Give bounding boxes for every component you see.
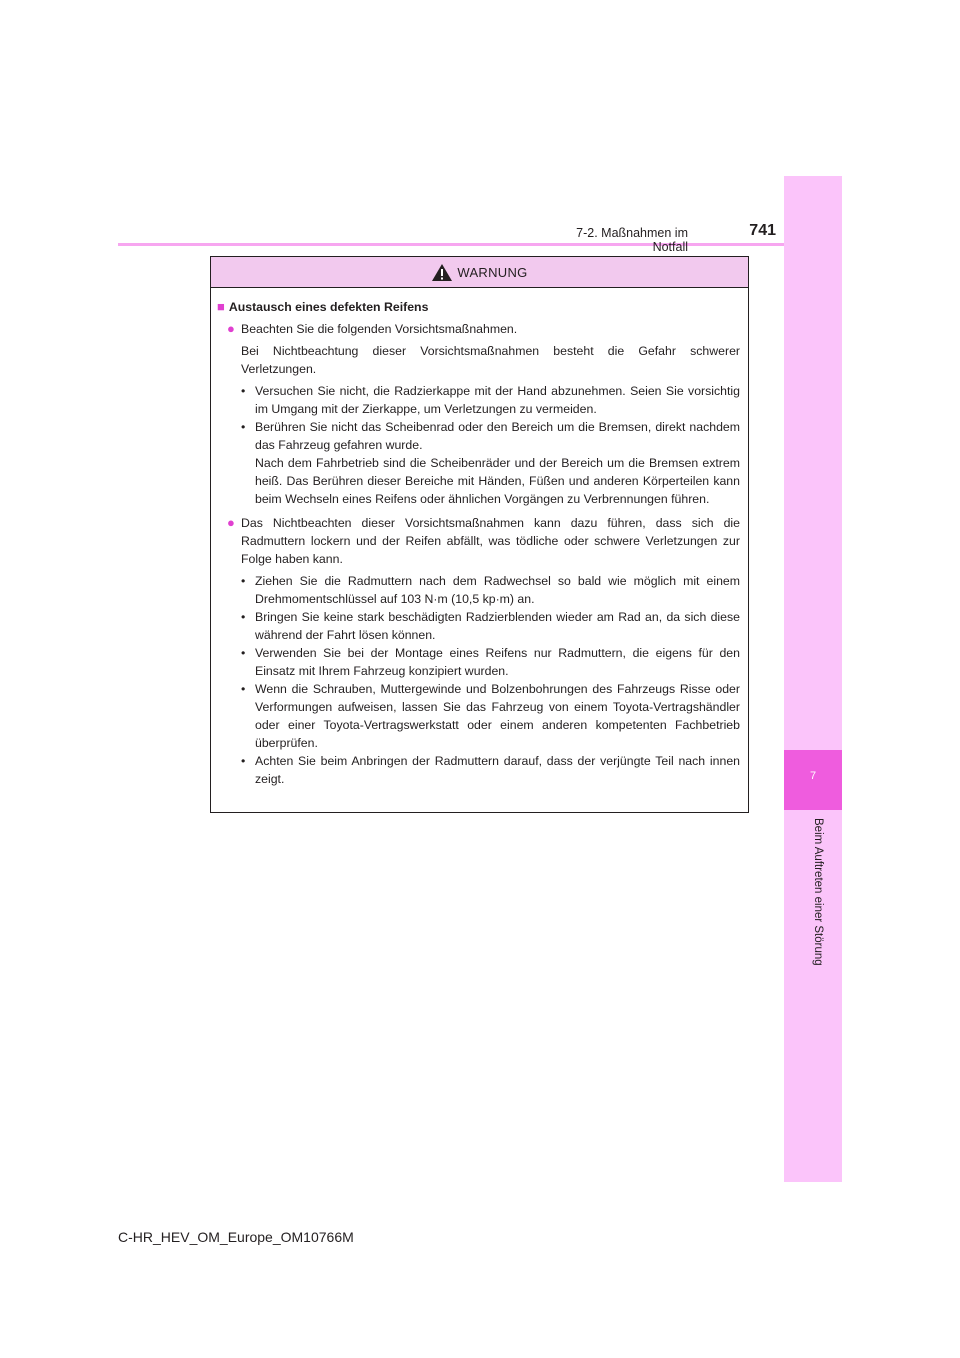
point-text: Beachten Sie die folgenden Vorsichtsmaßnahmen. (241, 322, 518, 336)
list-item (241, 680, 740, 752)
list-item-text: Ziehen Sie die Radmuttern nach dem Radwechsel so bald wie möglich mit einem Drehmomentschlüssel auf 103 N·m (10,5 kp·m) an. (255, 574, 740, 606)
chapter-number: 7 (809, 770, 817, 782)
bullet-mark: • (241, 384, 246, 398)
sub-list (217, 572, 740, 788)
list-item (241, 418, 740, 454)
warning-body (211, 288, 748, 788)
document-code: C-HR_HEV_OM_Europe_OM10766M (118, 1229, 354, 1245)
list-item-text: Achten Sie beim Anbringen der Radmuttern darauf, dass der verjüngte Teil nach innen zeigt. (255, 754, 740, 786)
point-text: Das Nichtbeachten dieser Vorsichtsmaßnahmen kann dazu führen, dass sich die Radmuttern lockern und der Reifen abfällt, was tödliche oder schwere Verletzungen zur Folge haben kann. (241, 516, 740, 566)
warning-box (210, 256, 749, 813)
list-item-continuation (241, 454, 740, 508)
chapter-side-tab (784, 176, 842, 1182)
list-item (241, 644, 740, 680)
section-title: 7-2. Maßnahmen im Notfall (576, 226, 688, 254)
bullet-mark: • (241, 646, 246, 660)
list-item-text: Berühren Sie nicht das Scheibenrad oder den Bereich um die Bremsen, direkt nachdem das Fahrzeug gefahren wurde. (255, 420, 740, 452)
warning-header (211, 257, 748, 288)
sub-list (217, 382, 740, 508)
circle-bullet-icon: ● (227, 515, 235, 530)
list-item-text: Bringen Sie keine stark beschädigten Radzierblenden wieder am Rad an, da sich diese während der Fahrt lösen können. (255, 610, 740, 642)
header-rule (118, 243, 842, 246)
list-item (241, 608, 740, 644)
circle-bullet-icon: ● (227, 321, 235, 336)
list-item-text: Verwenden Sie bei der Montage eines Reifens nur Radmuttern, die eigens für den Einsatz mit Ihrem Fahrzeug konzipiert wurden. (255, 646, 740, 678)
square-bullet-icon: ■ (217, 299, 225, 314)
topic-title: Austausch eines defekten Reifens (228, 300, 429, 314)
topic-heading (217, 298, 740, 316)
bullet-mark: • (241, 610, 246, 624)
warning-point (217, 320, 740, 338)
bullet-mark: • (241, 574, 246, 588)
page-number: 741 (749, 222, 776, 239)
bullet-mark: • (241, 754, 246, 768)
list-item (241, 572, 740, 608)
list-item (241, 382, 740, 418)
list-item-text: Nach dem Fahrbetrieb sind die Scheibenräder und der Bereich um die Bremsen extrem heiß. Das Berühren dieser Bereiche mit Händen, Füßen und anderen Körperteilen kann beim Wechseln eines Reifens oder ähnlichen Vorgängen zu Verbrennungen führen. (255, 456, 740, 506)
chapter-title: Beim Auftreten einer Störung (812, 818, 824, 966)
point-paragraph: Bei Nichtbeachtung dieser Vorsichtsmaßnahmen besteht die Gefahr schwerer Verletzungen. (241, 344, 740, 376)
bullet-mark: • (241, 420, 246, 434)
bullet-mark: • (241, 682, 246, 696)
list-item (241, 752, 740, 788)
list-item-text: Wenn die Schrauben, Muttergewinde und Bolzenbohrungen des Fahrzeugs Risse oder Verformungen aufweisen, lassen Sie das Fahrzeug von einem Toyota-Vertragshändler oder einer Toyota-Vertragswerkstatt oder einem anderen kompetenten Fachbetrieb überprüfen. (255, 682, 740, 750)
warning-title: WARNUNG (457, 264, 528, 280)
warning-triangle-icon (431, 263, 453, 282)
list-item-text: Versuchen Sie nicht, die Radzierkappe mit der Hand abzunehmen. Seien Sie vorsichtig im Umgang mit der Zierkappe, um Verletzungen zu vermeiden. (255, 384, 740, 416)
warning-point (217, 514, 740, 568)
